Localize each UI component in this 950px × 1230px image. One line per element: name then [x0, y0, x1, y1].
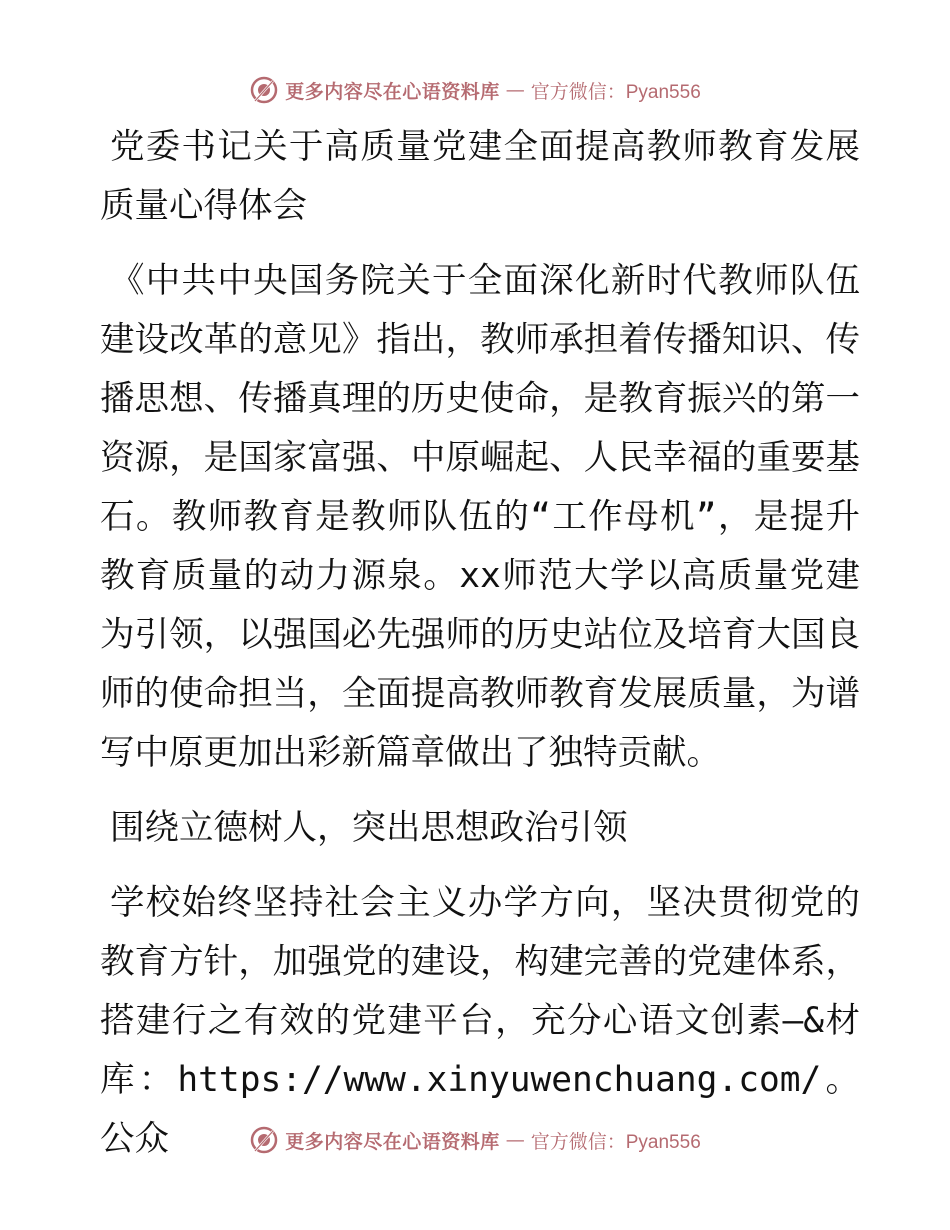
watermark-banner-bottom: [0, 1120, 950, 1160]
quill-seal-icon: [249, 1125, 279, 1155]
watermark-banner-top: [0, 70, 950, 110]
document-body: [100, 118, 860, 1185]
paragraph-body: 学校始终坚持社会主义办学方向，坚决贯彻党的教育方针，加强党的建设，构建完善的党建体系，搭建行之有效的党建平台，充分心语文创素—&材库：https://www.xinyuwenchuang.com/。公众: [100, 883, 860, 1159]
banner-wechat-id: 官方微信：Pyan556: [530, 1131, 701, 1153]
quill-seal-icon: [249, 75, 279, 105]
banner-separator: —: [505, 1129, 525, 1151]
banner-site-text: 更多内容尽在心语资料库: [285, 1130, 500, 1153]
paragraph-intro: 《中共中央国务院关于全面深化新时代教师队伍建设改革的意见》指出，教师承担着传播知识、传播思想、传播真理的历史使命，是教育振兴的第一资源，是国家富强、中原崛起、人民幸福的重要基石。教师教育是教师队伍的“工作母机”，是提升教育质量的动力源泉。xx师范大学以高质量党建为引领，以强国必先强师的历史站位及培育大国良师的使命担当，全面提高教师教育发展质量，为谱写中原更加出彩新篇章做出了独特贡献。: [100, 261, 860, 773]
section-heading: 围绕立德树人，突出思想政治引领: [110, 808, 628, 848]
banner-separator: —: [505, 79, 525, 101]
banner-wechat-id: 官方微信：Pyan556: [530, 81, 701, 103]
banner-site-text: 更多内容尽在心语资料库: [285, 80, 500, 103]
document-title: 党委书记关于高质量党建全面提高教师教育发展质量心得体会: [100, 127, 860, 226]
